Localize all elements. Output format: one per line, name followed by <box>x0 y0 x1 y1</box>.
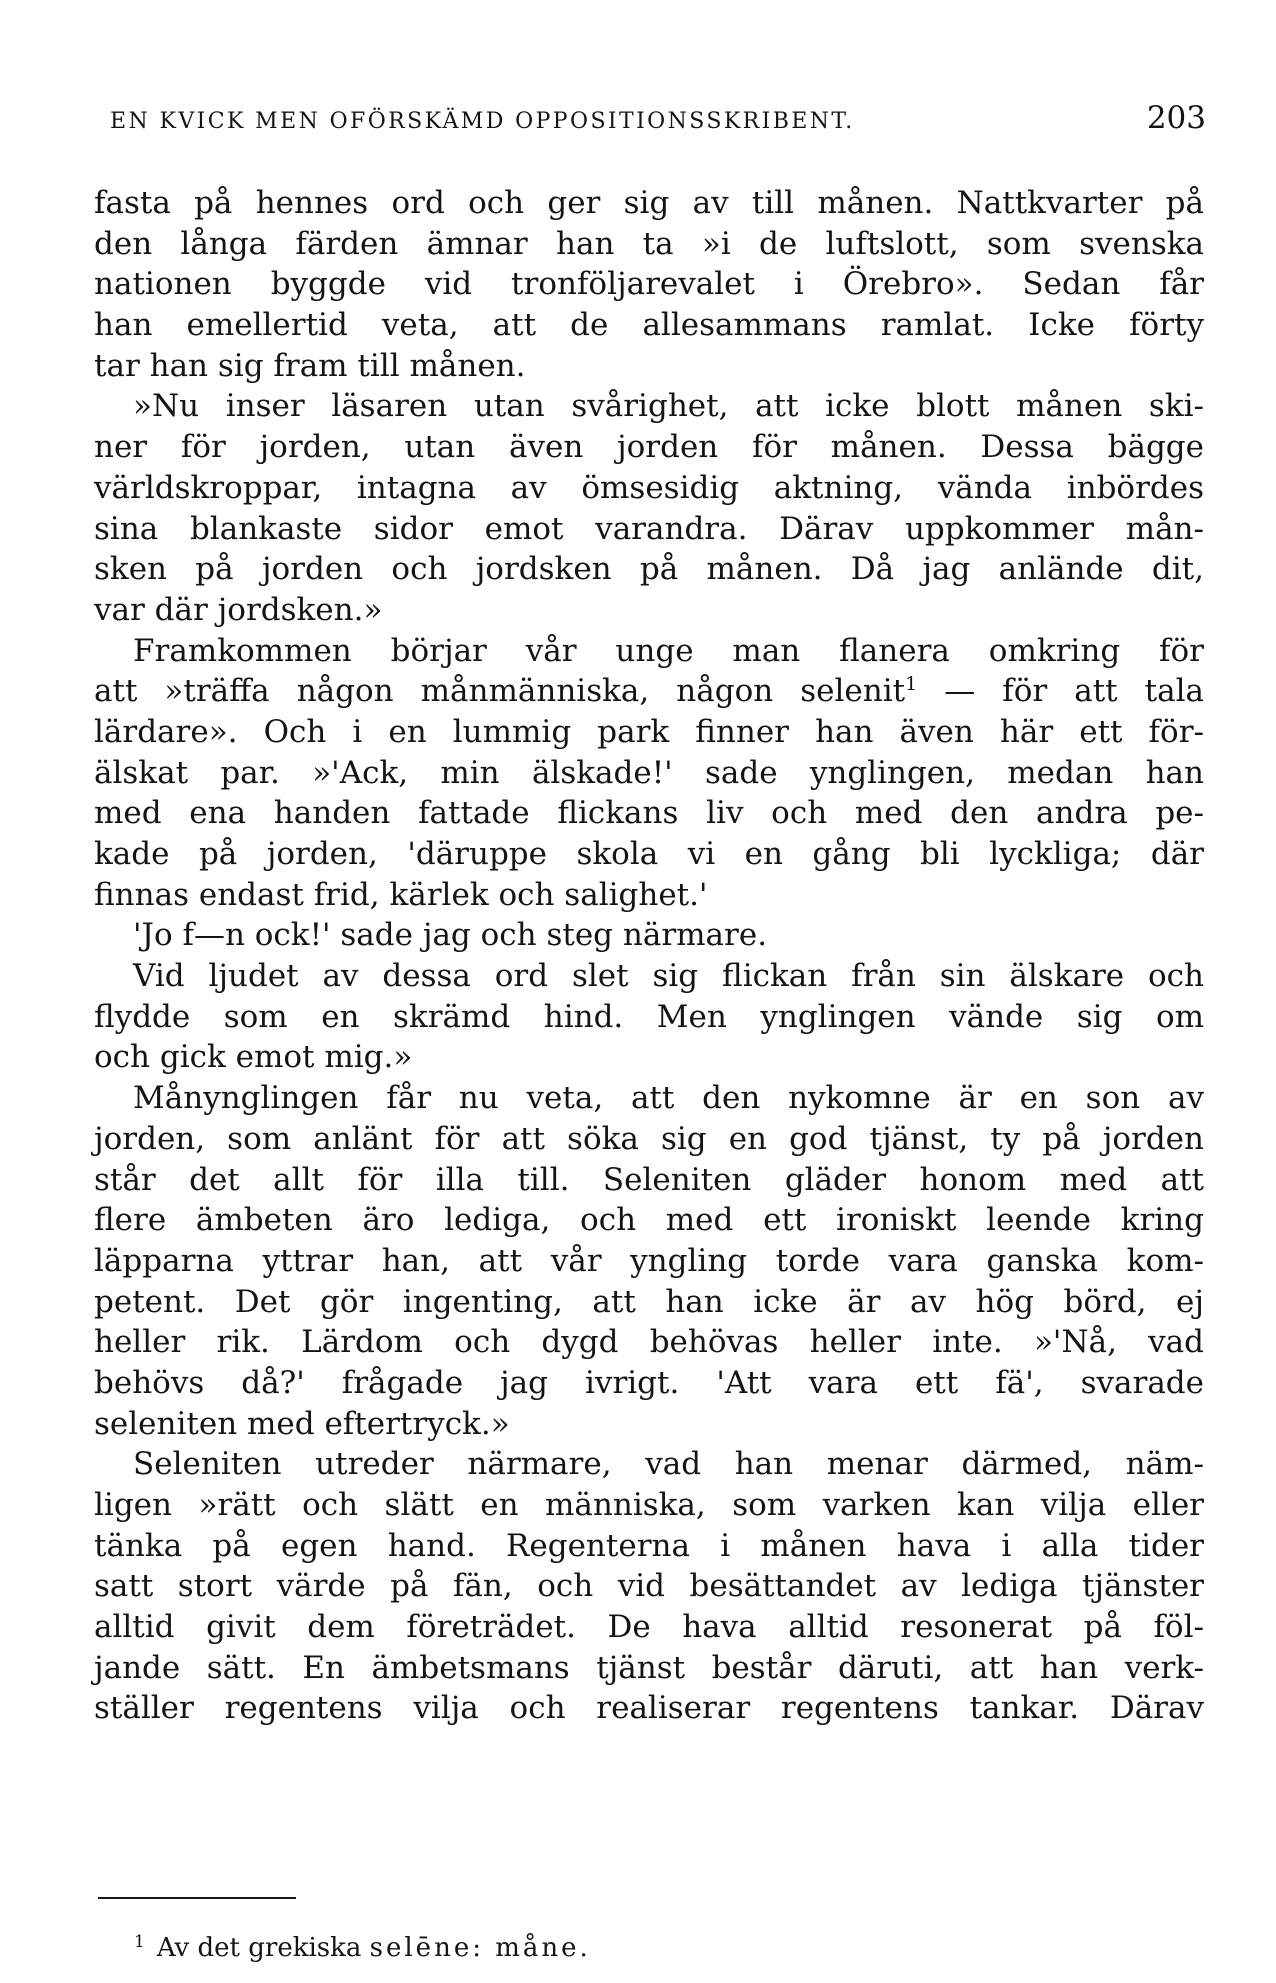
text-line: lärdare». Och i en lummig park finner han även här ett för- <box>94 713 1204 750</box>
text-line: heller rik. Lärdom och dygd behövas heller inte. »'Nå, vad <box>94 1324 1204 1361</box>
text-line: 'Jo f—n ock!' sade jag och steg närmare. <box>133 917 768 954</box>
running-title: EN KVICK MEN OFÖRSKÄMD OPPOSITIONSSKRIBENT. <box>110 109 855 134</box>
text-line: finnas endast frid, kärlek och salighet.' <box>94 876 708 913</box>
text-segment: att »träffa någon månmänniska, någon selenit <box>94 673 906 710</box>
footnote-text-spaced: selēne: måne. <box>369 1933 591 1963</box>
footnote-marker: 1 <box>134 1932 145 1952</box>
text-line: står det allt för illa till. Seleniten gläder honom med att <box>94 1161 1204 1198</box>
text-line: fasta på hennes ord och ger sig av till månen. Nattkvarter på <box>94 185 1204 221</box>
text-line: sina blankaste sidor emot varandra. Därav uppkommer mån- <box>94 510 1204 547</box>
footnote-reference[interactable]: 1 <box>905 673 918 696</box>
text-line: Seleniten utreder närmare, vad han menar därmed, näm- <box>133 1446 1204 1483</box>
running-head <box>110 100 1206 144</box>
text-line: kade på jorden, 'däruppe skola vi en gång bli lyckliga; där <box>94 836 1204 872</box>
text-line: flydde som en skrämd hind. Men ynglingen vände sig om <box>94 998 1204 1035</box>
text-line: jande sätt. En ämbetsmans tjänst består däruti, att han verk- <box>94 1649 1204 1686</box>
text-line: sken på jorden och jordsken på månen. Då jag anlände dit, <box>94 551 1204 588</box>
text-line: Framkommen börjar vår unge man flanera omkring för <box>133 632 1204 669</box>
body-text <box>94 183 1204 1729</box>
text-line: nationen byggde vid tronföljarevalet i Örebro». Sedan får <box>94 266 1204 303</box>
text-line: var där jordsken.» <box>94 591 383 628</box>
text-line: »Nu inser läsaren utan svårighet, att icke blott månen ski- <box>133 388 1204 425</box>
text-line: seleniten med eftertryck.» <box>94 1405 510 1442</box>
text-line: med ena handen fattade flickans liv och med den andra pe- <box>94 795 1204 832</box>
text-segment: — för att tala <box>917 673 1205 710</box>
text-line: den långa färden ämnar han ta »i de luftslott, som svenska <box>94 225 1204 262</box>
text-line: älskat par. »'Ack, min älskade!' sade ynglingen, medan han <box>94 754 1204 791</box>
footnote-text: Av det grekiska <box>156 1933 362 1963</box>
text-line: Månynglingen får nu veta, att den nykomne är en son av <box>133 1080 1204 1117</box>
footnote <box>134 1932 591 1964</box>
text-line: Vid ljudet av dessa ord slet sig flickan från sin älskare och <box>133 958 1204 995</box>
text-line: alltid givit dem företrädet. De hava alltid resonerat på föl- <box>94 1609 1204 1646</box>
text-line: ligen »rätt och slätt en människa, som varken kan vilja eller <box>94 1487 1204 1523</box>
text-line: han emellertid veta, att de allesammans ramlat. Icke förty <box>94 307 1204 344</box>
text-line: ner för jorden, utan även jorden för månen. Dessa bägge <box>94 429 1204 466</box>
text-line: behövs då?' frågade jag ivrigt. 'Att vara ett fä', svarade <box>94 1364 1204 1401</box>
text-line-with-footnote-ref <box>94 671 1204 712</box>
text-line: läpparna yttrar han, att vår yngling torde vara ganska kom- <box>94 1242 1204 1279</box>
text-line: och gick emot mig.» <box>94 1039 413 1076</box>
text-line: tänka på egen hand. Regenterna i månen hava i alla tider <box>94 1527 1204 1564</box>
text-line: tar han sig fram till månen. <box>94 347 526 384</box>
text-line: jorden, som anlänt för att söka sig en god tjänst, ty på jorden <box>94 1120 1204 1157</box>
footnote-divider <box>98 1897 296 1899</box>
page-number: 203 <box>1146 100 1206 136</box>
text-line: petent. Det gör ingenting, att han icke är av hög börd, ej <box>94 1283 1204 1320</box>
text-line: världskroppar, intagna av ömsesidig aktning, vända inbördes <box>94 469 1204 506</box>
text-line: flere ämbeten äro lediga, och med ett ironiskt leende kring <box>94 1202 1204 1239</box>
text-line: ställer regentens vilja och realiserar regentens tankar. Därav <box>94 1690 1204 1727</box>
text-line: satt stort värde på fän, och vid besättandet av lediga tjänster <box>94 1568 1204 1605</box>
